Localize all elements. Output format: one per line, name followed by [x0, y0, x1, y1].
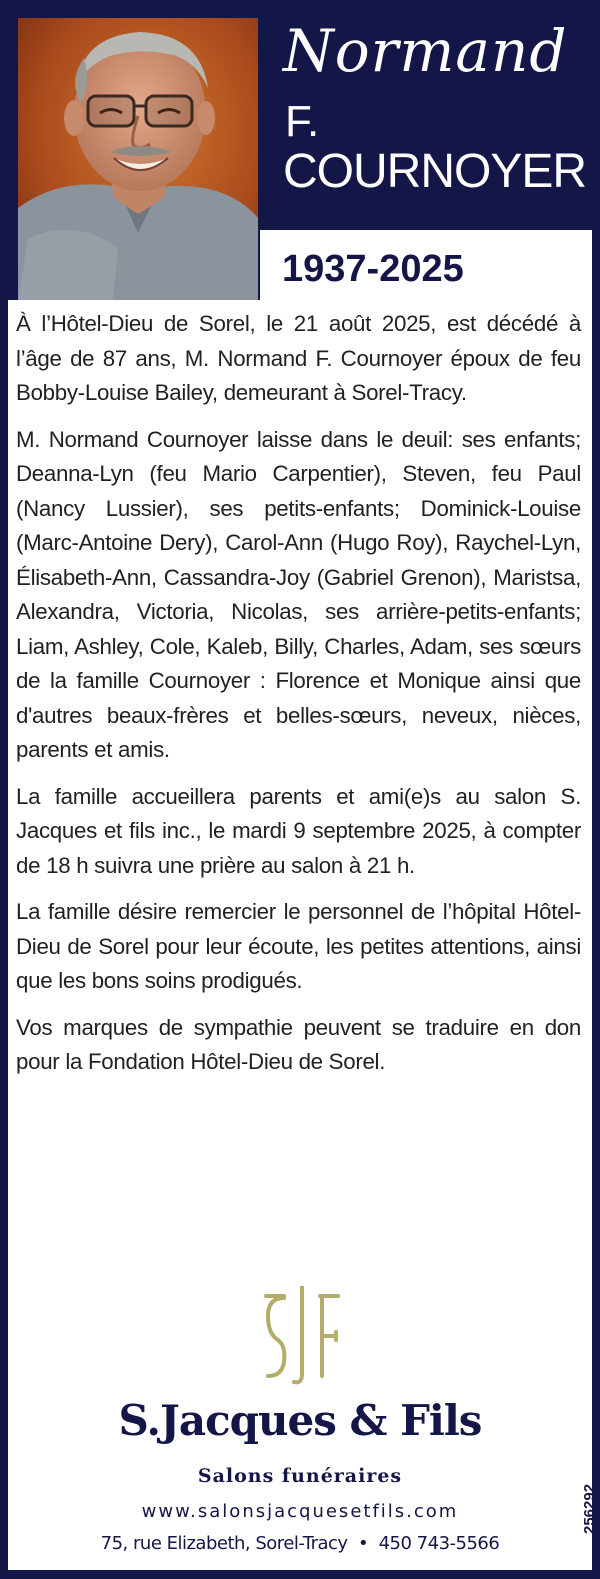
paragraph-visitation: La famille accueillera parents et ami(e)s au salon S. Jacques et fils inc., le mardi 9 septembre 2025, à compter de 18 h suivra une prière au salon à 21 h.	[16, 783, 581, 878]
funeral-home-tagline: Salons funéraires	[197, 1465, 403, 1487]
middle-initial: F.	[285, 97, 320, 146]
ad-reference-number: 256292	[581, 1483, 598, 1534]
portrait-frame	[8, 8, 260, 300]
paragraph-death-notice: À l’Hôtel-Dieu de Sorel, le 21 août 2025, est décédé à l’âge de 87 ans, M. Normand F. Cournoyer époux de feu Bobby-Louise Bailey, demeurant à Sorel-Tracy.	[16, 311, 581, 405]
portrait-photo	[18, 18, 258, 300]
funeral-home-website[interactable]: www.salonsjacquesetfils.com	[141, 1501, 459, 1522]
sjf-monogram-logo	[262, 1286, 342, 1386]
paragraph-survivors: M. Normand Cournoyer laisse dans le deuil: ses enfants; Deanna-Lyn (feu Mario Carpentier), Steven, feu Paul (Nancy Lussier), ses petits-enfants; Dominick-Louise (Marc-Antoine Dery), Carol-Ann (Hugo Roy), Raychel-Lyn, Élisabeth-Ann, Cassandra-Joy (Gabriel Grenon), Maristsa, Alexandra, Victoria, Nicolas, ses arrière-petits-enfants; Liam, Ashley, Cole, Kaleb, Billy, Charles, Adam, ses sœurs de la famille Cournoyer : Florence et Monique ainsi que d'autres beaux-frères et belles-sœurs, neveux, nièces, parents et amis.	[16, 426, 581, 762]
paragraph-thanks: La famille désire remercier le personnel de l’hôpital Hôtel-Dieu de Sorel pour leur écoute, les petites attentions, ainsi que les bons soins prodigués.	[16, 899, 581, 993]
address: 75, rue Elizabeth, Sorel-Tracy	[100, 1533, 348, 1554]
bullet-separator: •	[358, 1533, 369, 1554]
paragraph-donations: Vos marques de sympathie peuvent se traduire en don pour la Fondation Hôtel-Dieu de Sorel.	[16, 1014, 581, 1074]
phone-number[interactable]: 450 743-5566	[378, 1533, 500, 1554]
portrait-illustration	[18, 18, 258, 300]
life-years: 1937-2025	[282, 248, 464, 290]
obituary-body	[16, 307, 581, 1092]
funeral-home-contact	[0, 1535, 600, 1553]
last-name: COURNOYER	[283, 145, 587, 198]
first-name: Normand	[283, 17, 568, 85]
funeral-home-name: S.Jacques & Fils	[118, 1396, 482, 1445]
